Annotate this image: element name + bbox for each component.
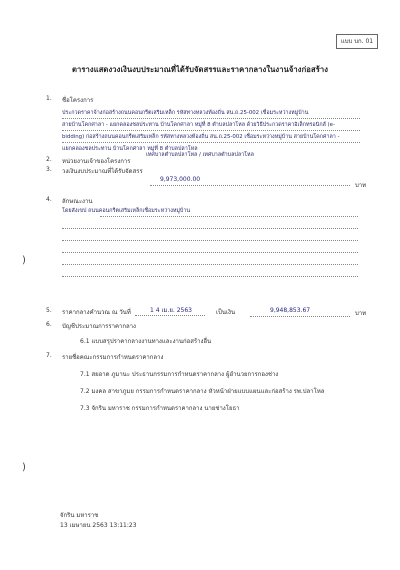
- dotted-line: [62, 276, 358, 277]
- footer-datetime: 13 เมษายน 2563 13:11:23: [60, 522, 137, 529]
- dotted-line: [62, 252, 358, 253]
- hole-punch-mark: ): [22, 462, 26, 473]
- project-name-line-3: bidding) ก่อสร้างถนนคอนกรีตเสริมเหล็ก รหัสทางหลวงท้องถิ่น สน.ถ.25-002 เชื่อมระหว่างหมู่บ้าน สายบ้านโคกศาลา -: [62, 134, 340, 140]
- owner-agency-value: เทศบาลตำบลปลาโหล / เทศบาลตำบลปลาโหล: [146, 152, 254, 158]
- dotted-line: [100, 216, 358, 217]
- section-2-number: 2.: [46, 156, 52, 163]
- work-description: โดยสังเขป ถนนคอนกรีตเสริมเหล็กเชื่อมระหว่างหมู่บ้าน: [62, 208, 191, 214]
- dotted-line: [62, 240, 358, 241]
- project-name-line-1: ประกวดราคาจ้างก่อสร้างถนนคอนกรีตเสริมเหล็ก รหัสทางหลวงท้องถิ่น สน.ถ.25-002 เชื่อมระหว่างหมู่บ้าน: [62, 110, 309, 116]
- dotted-line: [135, 315, 205, 316]
- section-6-label: บัญชีประมาณการราคากลาง: [62, 323, 136, 330]
- price-amount: 9,948,853.67: [270, 307, 311, 314]
- section-1-label: ชื่อโครงการ: [62, 97, 94, 104]
- section-5-number: 5.: [46, 307, 52, 314]
- form-code-box: แบบ บก. 01: [336, 34, 378, 49]
- project-name-line-2: สายบ้านโคกศาลา - แยกคลองชลประทาน บ้านโคกศาลา หมู่ที่ 8 ตำบลปลาโหล ด้วยวิธีประกวดราคาอิเล็กทรอนิกส์ (e-: [62, 122, 335, 128]
- section-3-number: 3.: [46, 166, 52, 173]
- section-4-number: 4.: [46, 196, 52, 203]
- dotted-line: [62, 142, 360, 143]
- section-4-label: ลักษณะงาน: [62, 198, 93, 205]
- section-7-label: รายชื่อคณะกรรมการกำหนดราคากลาง: [62, 354, 164, 361]
- price-amount-label: เป็นเงิน: [216, 309, 236, 316]
- section-7-number: 7.: [46, 352, 52, 359]
- budget-amount: 9,973,000.00: [160, 176, 201, 183]
- budget-unit: บาท: [355, 182, 367, 189]
- section-5-label: ราคากลางคำนวณ ณ วันที่: [62, 309, 131, 316]
- section-3-label: วงเงินงบประมาณที่ได้รับจัดสรร: [62, 168, 143, 175]
- dotted-line: [250, 316, 350, 317]
- project-name-line-4: แยกคลองชลประทาน บ้านโคกศาลา หมู่ที่ 8 ตำบลปลาโหล: [62, 146, 198, 152]
- dotted-line: [62, 118, 360, 119]
- footer-name: จักริน มหาราช: [60, 512, 99, 519]
- committee-member-3: 7.3 จักริน มหาราช กรรมการกำหนดราคากลาง นายช่างโยธา: [80, 405, 240, 412]
- committee-member-2: 7.2 มงคล สาขาภูมย กรรมการกำหนดราคากลาง หัวหน้าฝ่ายแบบแผนและก่อสร้าง รพ.ปลาโหล: [80, 388, 325, 395]
- hole-punch-mark: ): [22, 255, 26, 266]
- section-6-item: 6.1 แบบสรุปราคากลางงานทางและงานก่อสร้างอื่น: [80, 338, 212, 345]
- price-unit: บาท: [355, 310, 367, 317]
- dotted-line: [62, 130, 360, 131]
- section-6-number: 6.: [46, 321, 52, 328]
- section-1-number: 1.: [46, 95, 52, 102]
- price-date: 1 4 เม.ย. 2563: [150, 307, 192, 314]
- dotted-line: [62, 228, 358, 229]
- committee-member-1: 7.1 สยอาด ภูมานะ ประธานกรรมการกำหนดราคากลาง ผู้อำนวยการกองช่าง: [80, 371, 279, 378]
- dotted-line: [62, 264, 358, 265]
- document-title: ตารางแสดงวงเงินงบประมาณที่ได้รับจัดสรรและราคากลางในงานจ้างก่อสร้าง: [71, 65, 329, 74]
- section-2-label: หน่วยงานเจ้าของโครงการ: [62, 158, 131, 165]
- dotted-line: [150, 185, 350, 186]
